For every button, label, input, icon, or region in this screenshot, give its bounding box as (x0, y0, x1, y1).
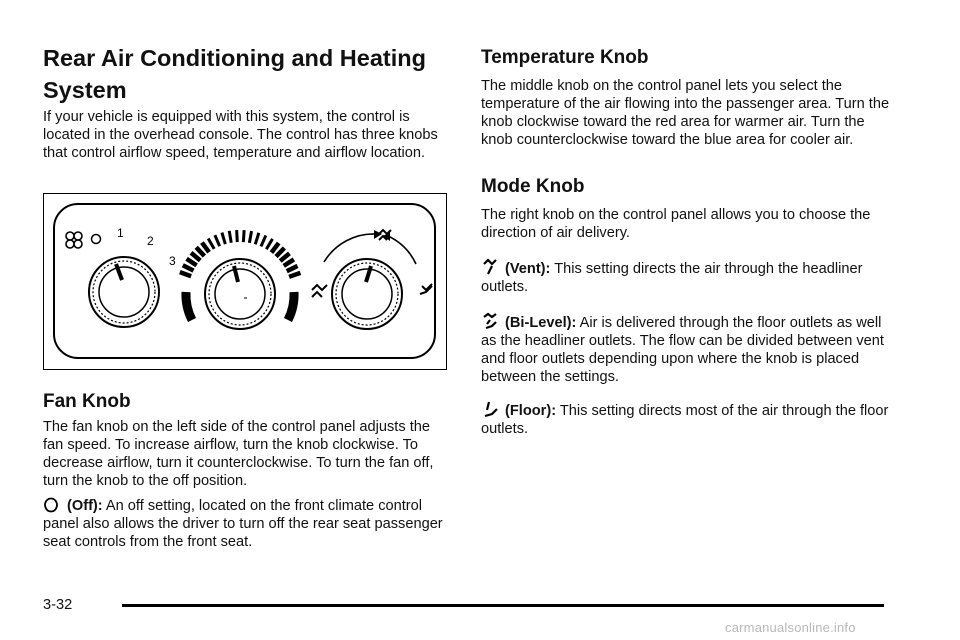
fan-knob-paragraph: The fan knob on the left side of the control panel adjusts the fan speed. To increase airflow, turn the knob clockwise. To decrease airflow, turn it counterclockwise. To turn the fan off, turn the knob to the off position. (43, 419, 434, 489)
intro-paragraph: If your vehicle is equipped with this system, the control is located in the overhead console. The control has three knobs that control airflow speed, temperature and airflow location. (43, 109, 438, 161)
speed-label-3: 3 (169, 254, 176, 268)
floor-paragraph (481, 400, 891, 438)
page-number: 3-32 (43, 597, 73, 613)
off-text: An off setting, located on the front climate control panel also allows the driver to turn off the rear seat passenger seat controls from the front seat. (43, 498, 443, 550)
temperature-tick (243, 230, 244, 242)
temperature-tick (249, 231, 251, 243)
vent-label: (Vent): (505, 261, 551, 277)
control-panel-figure (43, 193, 447, 370)
vent-text: This setting directs the air through the headliner outlets. (481, 261, 863, 295)
bi-level-icon (481, 312, 505, 330)
mode-paragraph: The right knob on the control panel allows you to choose the direction of air delivery. (481, 207, 871, 241)
speed-label-1: 1 (117, 226, 124, 240)
floor-label: (Floor): (505, 403, 557, 419)
bi-level-label: (Bi-Level): (505, 315, 577, 331)
floor-text: This setting directs most of the air through the floor outlets. (481, 403, 889, 437)
vent-icon (481, 258, 505, 276)
fan-knob-heading: Fan Knob (43, 391, 131, 412)
temperature-tick (237, 230, 238, 242)
off-circle-icon (43, 497, 67, 513)
watermark: carmanualsonline.info (725, 620, 856, 635)
temperature-paragraph: The middle knob on the control panel lets you select the temperature of the air flowing into the passenger area. Turn the knob clockwise toward the red area for warmer air. Turn the knob counterclockwise toward the blue area for cooler air. (481, 78, 890, 148)
control-panel-illustration (44, 194, 445, 368)
temperature-knob-heading: Temperature Knob (481, 47, 649, 68)
floor-icon (481, 400, 505, 418)
temperature-tick (229, 231, 231, 243)
vent-paragraph (481, 258, 891, 296)
mode-knob-heading: Mode Knob (481, 176, 585, 197)
temperature-knob (205, 259, 275, 329)
bi-level-text: Air is delivered through the floor outlets as well as the headliner outlets. The flow can be divided between vent and floor outlets depending upon where the knob is placed between the settings. (481, 315, 884, 385)
off-paragraph (43, 497, 448, 551)
footer-rule (122, 604, 884, 607)
speed-label-2: 2 (147, 234, 154, 248)
off-label: (Off): (67, 498, 103, 514)
section-title: Rear Air Conditioning and Heating System (43, 45, 426, 103)
fan-knob (89, 257, 159, 327)
bi-level-paragraph (481, 312, 891, 386)
